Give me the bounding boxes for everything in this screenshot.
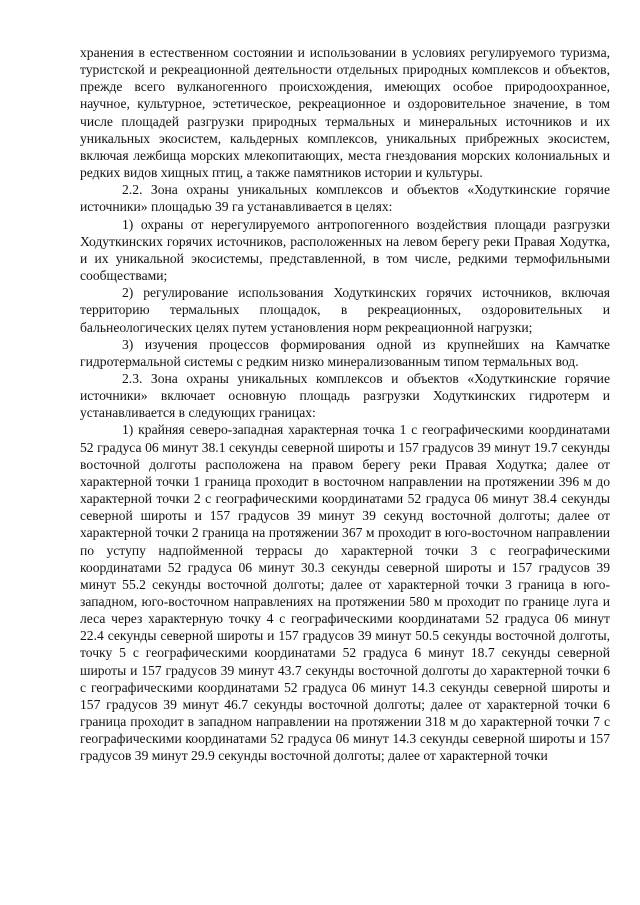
paragraph-zone-boundaries: 2.3. Зона охраны уникальных комплексов и объектов «Ходуткинские горячие источники» включает основную площадь разгрузки Ходуткинских гидротерм и устанавливается в следующих границах: [80, 370, 610, 421]
paragraph-purpose-3: 3) изучения процессов формирования одной из крупнейших на Камчатке гидротермальной системы с редким низко минерализованным типом термальных вод. [80, 336, 610, 369]
paragraph-purpose-1: 1) охраны от нерегулируемого антропогенного воздействия площади разгрузки Ходуткинских горячих источников, расположенных на левом берегу реки Правая Ходутка, и их уникальной экосистемы, представленной, в том числе, редкими термофильными сообществами; [80, 216, 610, 284]
paragraph-boundary-points: 1) крайняя северо-западная характерная точка 1 с географическими координатами 52 градуса 06 минут 38.1 секунды северной широты и 157 градусов 39 минут 19.7 секунды восточной долготы расположена на правом берегу реки Правая Ходутка; далее от характерной точки 1 граница проходит в восточном направлении на протяжении 396 м до характерной точки 2 с географическими координатами 52 градуса 06 минут 38.4 секунды северной широты и 157 градусов 39 минут 39 секунд восточной долготы; далее от характерной точки 2 граница на протяжении 367 м проходит в юго-восточном направлении по уступу надпойменной террасы до характерной точки 3 с географическими координатами 52 градуса 06 минут 30.3 секунды северной широты и 157 градусов 39 минут 55.2 секунды восточной долготы; далее от характерной точки 3 граница в юго-западном, юго-восточном направлениях на протяжении 580 м проходит по границе луга и леса через характерную точку 4 с географическими координатами 52 градуса 06 минут 22.4 секунды северной широты и 157 градусов 39 минут 50.5 секунды восточной долготы, точку 5 с географическими координатами 52 градуса 6 минут 18.7 секунды северной широты и 157 градусов 39 минут 43.7 секунды восточной долготы до характерной точки 6 с географическими координатами 52 градуса 06 минут 14.3 секунды северной широты и 157 градусов 39 минут 46.7 секунды восточной долготы; далее от характерной точки 6 граница проходит в западном направлении на протяжении 318 м до характерной точки 7 с географическими координатами 52 градуса 06 минут 14.3 секунды северной широты и 157 градусов 39 минут 29.9 секунды восточной долготы; далее от характерной точки [80, 422, 610, 764]
paragraph-continuation: хранения в естественном состоянии и использовании в условиях регулируемого туризма, туристской и рекреационной деятельности отдельных природных комплексов и объектов, прежде всего вулканогенного происхождения, имеющих особое природоохранное, научное, культурное, эстетическое, рекреационное и оздоровительное значение, в том числе площадей разгрузки природных термальных и минеральных источников и их уникальных экосистем, кальдерных комплексов, уникальных прибрежных экосистем, включая лежбища морских млекопитающих, места гнездования морских колониальных и редких видов хищных птиц, а также памятников истории и культуры. [80, 45, 610, 181]
paragraph-purpose-2: 2) регулирование использования Ходуткинских горячих источников, включая территорию термальных площадок, в рекреационных, оздоровительных и бальнеологических целях путем установления норм рекреационной нагрузки; [80, 285, 610, 335]
paragraph-zone-purpose: 2.2. Зона охраны уникальных комплексов и объектов «Ходуткинские горячие источники» площадью 39 га устанавливается в целях: [80, 182, 610, 215]
document-page [80, 44, 610, 765]
